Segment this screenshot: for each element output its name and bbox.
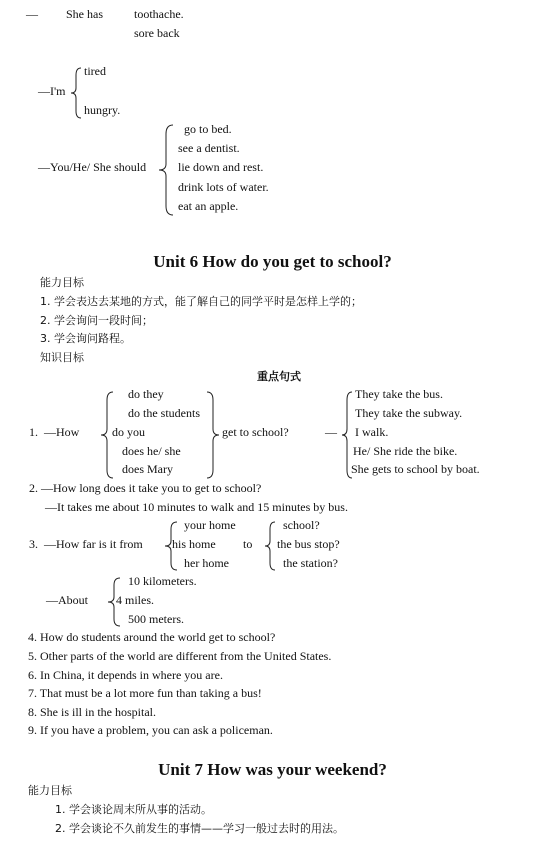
sentence: 4. How do students around the world get to school?	[28, 630, 276, 644]
tired-text: tired	[84, 64, 106, 78]
left-brace	[158, 124, 176, 216]
dash: —	[26, 7, 38, 21]
should-item: drink lots of water.	[178, 180, 269, 194]
answer-option: I walk.	[355, 425, 389, 439]
subject-option: does Mary	[122, 462, 173, 476]
how-text: —How	[44, 425, 80, 439]
toothache-text: toothache.	[134, 7, 184, 21]
ability-item: 3. 学会询问路程。	[40, 332, 131, 345]
answer-option: They take the bus.	[355, 387, 443, 401]
distance-option: 4 miles.	[116, 593, 154, 607]
unit6-title: Unit 6 How do you get to school?	[153, 252, 392, 271]
place-option: school?	[283, 518, 320, 532]
distance-option: 500 meters.	[128, 612, 184, 626]
subject-option: do the students	[128, 406, 200, 420]
answer-text: —It takes me about 10 minutes to walk and 15 minutes by bus.	[45, 500, 348, 514]
right-brace	[204, 391, 220, 479]
should-item: lie down and rest.	[178, 160, 264, 174]
left-brace	[70, 67, 84, 119]
key-sentences-heading: 重点句式	[257, 370, 301, 383]
hungry-text: hungry.	[84, 103, 121, 117]
to-text: to	[243, 537, 253, 551]
item-number: 1.	[29, 425, 38, 439]
should-item: go to bed.	[184, 122, 232, 136]
unit7-title: Unit 7 How was your weekend?	[158, 760, 387, 779]
should-item: eat an apple.	[178, 199, 239, 213]
subject-option: do they	[128, 387, 164, 401]
knowledge-heading: 知识目标	[40, 351, 84, 364]
should-item: see a dentist.	[178, 141, 240, 155]
about-text: —About	[46, 593, 88, 607]
answer-option: She gets to school by boat.	[351, 462, 480, 476]
item-number: 3.	[29, 537, 38, 551]
subject-option: does he/ she	[122, 444, 181, 458]
place-option: the bus stop?	[277, 537, 340, 551]
sentence: 8. She is ill in the hospital.	[28, 705, 156, 719]
im-text: —I'm	[38, 84, 66, 98]
sore-back-text: sore back	[134, 26, 180, 40]
ability-item: 1. 学会谈论周末所从事的活动。	[55, 803, 212, 816]
she-has-text: She has	[66, 7, 103, 21]
question-text: 2. —How long does it take you to get to school?	[29, 481, 262, 495]
subject-option: do you	[112, 425, 145, 439]
sentence: 6. In China, it depends in where you are.	[28, 668, 223, 682]
distance-option: 10 kilometers.	[128, 574, 197, 588]
from-option: her home	[184, 556, 229, 570]
ability-item: 1. 学会表达去某地的方式，能了解自己的同学平时是怎样上学的；	[40, 295, 362, 308]
how-far-text: —How far is it from	[44, 537, 143, 551]
from-option: his home	[172, 537, 216, 551]
sentence: 7. That must be a lot more fun than taking a bus!	[28, 686, 262, 700]
ability-item: 2. 学会谈论不久前发生的事情——学习一般过去时的用法。	[55, 822, 344, 835]
get-to-school-text: get to school?	[222, 425, 289, 439]
ability-heading: 能力目标	[40, 276, 84, 289]
from-option: your home	[184, 518, 236, 532]
should-text: —You/He/ She should	[38, 160, 147, 174]
answer-option: He/ She ride the bike.	[353, 444, 458, 458]
dash: —	[325, 425, 337, 439]
ability-item: 2. 学会询问一段时间；	[40, 314, 153, 327]
sentence: 5. Other parts of the world are different from the United States.	[28, 649, 332, 663]
sentence: 9. If you have a problem, you can ask a policeman.	[28, 723, 273, 737]
answer-option: They take the subway.	[355, 406, 463, 420]
ability-heading: 能力目标	[28, 784, 72, 797]
left-brace	[264, 521, 278, 571]
place-option: the station?	[283, 556, 338, 570]
